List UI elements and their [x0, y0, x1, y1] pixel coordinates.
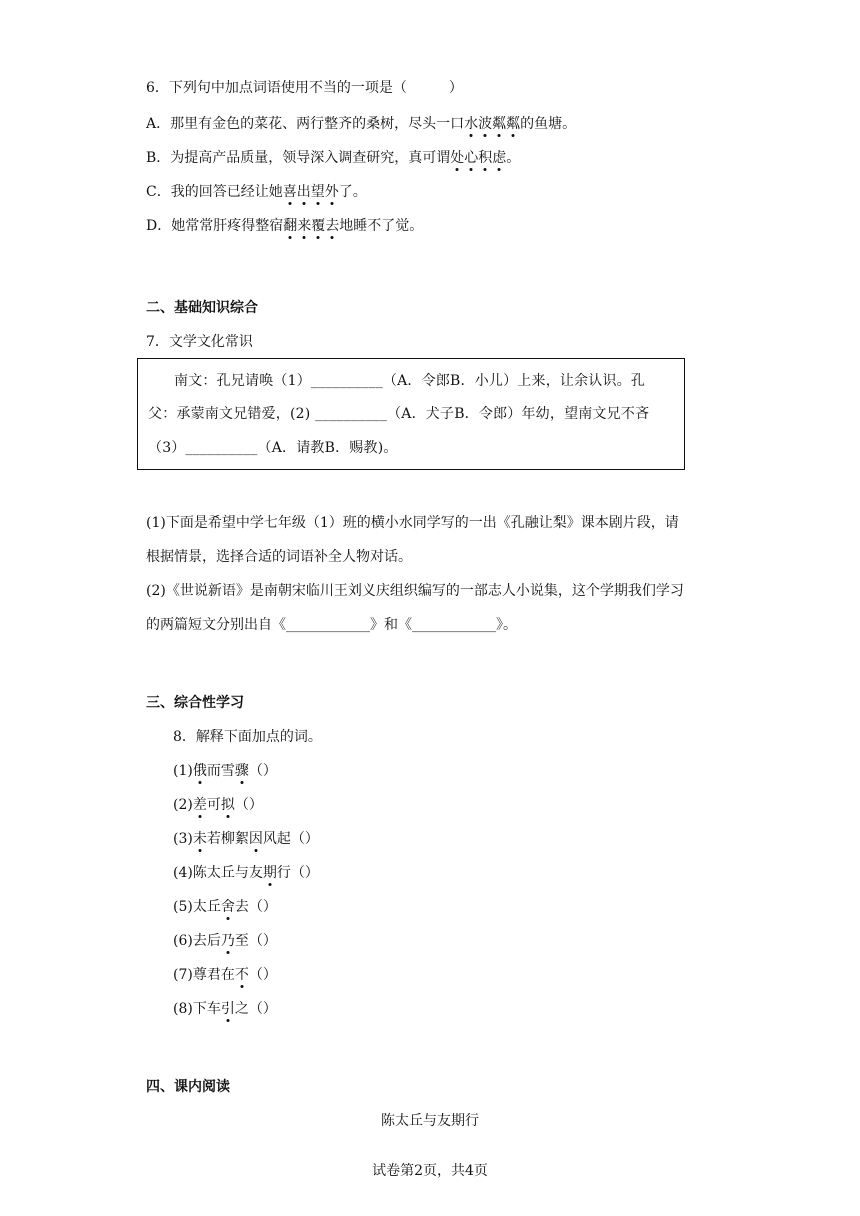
- item-text: (6)去后: [173, 933, 221, 949]
- item-text: (8)下车: [173, 1001, 221, 1017]
- emphasis-char: 因: [248, 831, 263, 847]
- emphasis-char: 俄: [192, 763, 207, 779]
- item-text: (3): [173, 831, 193, 847]
- item-text: 可: [206, 797, 221, 813]
- section-heading: 三、综合性学习: [146, 695, 244, 711]
- dialogue-box: [137, 358, 685, 470]
- q8-stem: 8．解释下面加点的词。: [173, 729, 322, 745]
- item-text: 而雪: [206, 763, 235, 779]
- emphasis-char: 来: [297, 218, 312, 234]
- emphasis-char: 心: [464, 150, 479, 166]
- page-footer: 试卷第2页，共4页: [372, 1163, 488, 1179]
- emphasis-char: 差: [192, 797, 207, 813]
- item-text: （）: [248, 763, 277, 779]
- emphasis-char: 粼: [506, 116, 521, 132]
- q6-option-a: A．那里有金色的菜花、两行整齐的桑树，尽头一口水波粼粼的鱼塘。: [146, 116, 577, 132]
- q8-item: [173, 795, 263, 815]
- q8-item: [173, 965, 277, 985]
- item-text: 去（）: [234, 899, 277, 915]
- dialogue-line: （3）__________（A．请教B．赐教)。: [148, 440, 398, 456]
- q7-part1-text: 根据情景，选择合适的词语补全人物对话。: [146, 549, 412, 565]
- q8-item: [173, 931, 277, 951]
- dotted-word: [283, 184, 339, 200]
- emphasis-char: 望: [310, 184, 325, 200]
- q7-part2-text: 的两篇短文分别出自《____________》和《____________》。: [146, 617, 517, 633]
- emphasis-char: 骤: [234, 763, 249, 779]
- emphasis-char: 外: [324, 184, 339, 200]
- item-text: 风起（）: [262, 831, 319, 847]
- item-text: （）: [248, 967, 277, 983]
- item-text: 行（）: [276, 865, 319, 881]
- emphasis-char: 覆: [311, 218, 326, 234]
- item-text: (7)尊君在: [173, 967, 235, 983]
- item-text: (1): [173, 763, 193, 779]
- q7-part2-text: (2)《世说新语》是南朝宋临川王刘义庆组织编写的一部志人小说集，这个学期我们学习: [146, 583, 684, 599]
- item-text: (2): [173, 797, 193, 813]
- emphasis-char: 虑: [492, 150, 507, 166]
- emphasis-char: 翻: [283, 218, 298, 234]
- q8-item: [173, 829, 319, 849]
- item-text: 若柳絮: [206, 831, 249, 847]
- dotted-word: [464, 116, 520, 132]
- dialogue-line: 南文：孔兄请唤（1）__________（A．令郎B．小儿）上来，让余认识。孔: [174, 373, 646, 389]
- item-text: (5)太丘: [173, 899, 221, 915]
- emphasis-char: 波: [478, 116, 493, 132]
- item-text: 至（）: [234, 933, 277, 949]
- emphasis-char: 水: [464, 116, 479, 132]
- q8-item: [173, 897, 277, 917]
- section-heading: 四、课内阅读: [146, 1079, 230, 1095]
- dotted-word: [450, 150, 506, 166]
- q8-item: [173, 999, 277, 1019]
- emphasis-char: 引: [220, 1001, 235, 1017]
- emphasis-char: 出: [296, 184, 311, 200]
- emphasis-char: 不: [234, 967, 249, 983]
- q7-part1-text: (1)下面是希望中学七年级（1）班的横小水同学写的一出《孔融让梨》课本剧片段，请: [146, 515, 679, 531]
- item-text: 之（）: [234, 1001, 277, 1017]
- q8-item: [173, 761, 277, 781]
- dialogue-line: 父：承蒙南文兄错爱，(2) __________（A．犬子B．令郎）年幼，望南文兄不吝: [148, 406, 650, 422]
- dotted-word: [283, 218, 339, 234]
- emphasis-char: 拟: [220, 797, 235, 813]
- q6-stem: 6．下列句中加点词语使用不当的一项是（ ）: [146, 80, 463, 96]
- emphasis-char: 去: [325, 218, 340, 234]
- q6-option-d: D．她常常肝疼得整宿翻来覆去地睡不了觉。: [146, 218, 424, 234]
- passage-title: 陈太丘与友期行: [381, 1113, 479, 1129]
- item-text: （）: [234, 797, 263, 813]
- emphasis-char: 乃: [220, 933, 235, 949]
- emphasis-char: 处: [450, 150, 465, 166]
- emphasis-char: 期: [262, 865, 277, 881]
- emphasis-char: 粼: [492, 116, 507, 132]
- emphasis-char: 未: [192, 831, 207, 847]
- emphasis-char: 积: [478, 150, 493, 166]
- emphasis-char: 舍: [220, 899, 235, 915]
- q6-option-c: C．我的回答已经让她喜出望外了。: [146, 184, 367, 200]
- item-text: (4)陈太丘与友: [173, 865, 263, 881]
- emphasis-char: 喜: [282, 184, 297, 200]
- q7-stem: 7．文学文化常识: [146, 334, 253, 350]
- q6-option-b: B．为提高产品质量，领导深入调查研究，真可谓处心积虑。: [146, 150, 521, 166]
- q8-item: [173, 863, 319, 883]
- section-heading: 二、基础知识综合: [146, 300, 258, 316]
